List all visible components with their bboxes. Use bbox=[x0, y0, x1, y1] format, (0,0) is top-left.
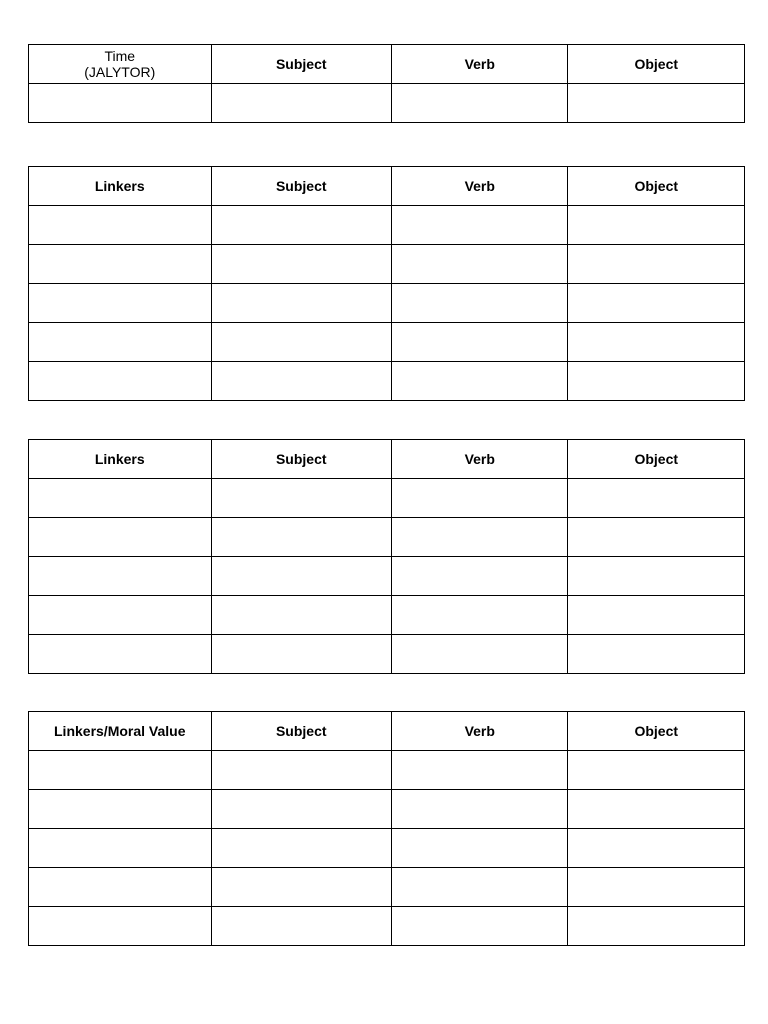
table-header-row bbox=[29, 167, 745, 206]
cell-subject[interactable] bbox=[211, 829, 392, 868]
table-row bbox=[29, 557, 745, 596]
table-row bbox=[29, 635, 745, 674]
cell-subject[interactable] bbox=[211, 751, 392, 790]
cell-object[interactable] bbox=[568, 518, 745, 557]
table-row bbox=[29, 596, 745, 635]
table-row bbox=[29, 206, 745, 245]
header-linkers: Linkers bbox=[29, 167, 212, 206]
table-header-row bbox=[29, 440, 745, 479]
cell-object[interactable] bbox=[568, 868, 745, 907]
header-time-sublabel: (JALYTOR) bbox=[84, 64, 156, 80]
cell-verb[interactable] bbox=[392, 245, 568, 284]
cell-linkers-moral-value[interactable] bbox=[29, 907, 212, 946]
cell-subject[interactable] bbox=[211, 206, 392, 245]
cell-linkers[interactable] bbox=[29, 596, 212, 635]
cell-verb[interactable] bbox=[392, 790, 568, 829]
header-linkers: Linkers bbox=[29, 440, 212, 479]
cell-verb[interactable] bbox=[392, 829, 568, 868]
cell-verb[interactable] bbox=[392, 362, 568, 401]
linkers-table-1 bbox=[28, 166, 745, 401]
cell-object[interactable] bbox=[568, 84, 745, 123]
time-table bbox=[28, 44, 745, 123]
cell-subject[interactable] bbox=[211, 479, 392, 518]
header-object: Object bbox=[568, 440, 745, 479]
cell-object[interactable] bbox=[568, 323, 745, 362]
cell-object[interactable] bbox=[568, 635, 745, 674]
header-object: Object bbox=[568, 167, 745, 206]
cell-verb[interactable] bbox=[392, 868, 568, 907]
header-object: Object bbox=[568, 712, 745, 751]
header-time bbox=[29, 45, 212, 84]
cell-object[interactable] bbox=[568, 479, 745, 518]
header-linkers-moral-value: Linkers/Moral Value bbox=[29, 712, 212, 751]
table-header-row bbox=[29, 712, 745, 751]
header-subject: Subject bbox=[211, 712, 392, 751]
cell-object[interactable] bbox=[568, 557, 745, 596]
table-row bbox=[29, 84, 745, 123]
header-verb: Verb bbox=[392, 167, 568, 206]
header-verb: Verb bbox=[392, 440, 568, 479]
header-verb: Verb bbox=[392, 712, 568, 751]
cell-subject[interactable] bbox=[211, 284, 392, 323]
table-row bbox=[29, 907, 745, 946]
cell-verb[interactable] bbox=[392, 751, 568, 790]
cell-object[interactable] bbox=[568, 245, 745, 284]
cell-verb[interactable] bbox=[392, 479, 568, 518]
cell-object[interactable] bbox=[568, 284, 745, 323]
linkers-table-2 bbox=[28, 439, 745, 674]
moral-value-table bbox=[28, 711, 745, 946]
cell-subject[interactable] bbox=[211, 868, 392, 907]
table-row bbox=[29, 479, 745, 518]
header-subject: Subject bbox=[211, 167, 392, 206]
cell-linkers[interactable] bbox=[29, 557, 212, 596]
cell-subject[interactable] bbox=[211, 557, 392, 596]
cell-subject[interactable] bbox=[211, 518, 392, 557]
cell-linkers[interactable] bbox=[29, 362, 212, 401]
cell-linkers[interactable] bbox=[29, 206, 212, 245]
cell-linkers-moral-value[interactable] bbox=[29, 790, 212, 829]
cell-object[interactable] bbox=[568, 751, 745, 790]
cell-verb[interactable] bbox=[392, 284, 568, 323]
table-row bbox=[29, 829, 745, 868]
cell-linkers[interactable] bbox=[29, 635, 212, 674]
table-row bbox=[29, 518, 745, 557]
cell-verb[interactable] bbox=[392, 635, 568, 674]
cell-linkers[interactable] bbox=[29, 479, 212, 518]
cell-object[interactable] bbox=[568, 206, 745, 245]
table-row bbox=[29, 868, 745, 907]
cell-verb[interactable] bbox=[392, 323, 568, 362]
cell-linkers-moral-value[interactable] bbox=[29, 829, 212, 868]
cell-subject[interactable] bbox=[211, 323, 392, 362]
cell-subject[interactable] bbox=[211, 245, 392, 284]
table-row bbox=[29, 751, 745, 790]
cell-linkers[interactable] bbox=[29, 245, 212, 284]
cell-subject[interactable] bbox=[211, 790, 392, 829]
table-row bbox=[29, 790, 745, 829]
header-subject: Subject bbox=[211, 440, 392, 479]
cell-object[interactable] bbox=[568, 362, 745, 401]
cell-subject[interactable] bbox=[211, 907, 392, 946]
cell-linkers[interactable] bbox=[29, 323, 212, 362]
cell-time[interactable] bbox=[29, 84, 212, 123]
cell-verb[interactable] bbox=[392, 84, 568, 123]
table-row bbox=[29, 245, 745, 284]
cell-linkers-moral-value[interactable] bbox=[29, 751, 212, 790]
cell-verb[interactable] bbox=[392, 557, 568, 596]
header-verb: Verb bbox=[392, 45, 568, 84]
cell-verb[interactable] bbox=[392, 907, 568, 946]
header-subject: Subject bbox=[211, 45, 392, 84]
cell-object[interactable] bbox=[568, 790, 745, 829]
cell-object[interactable] bbox=[568, 907, 745, 946]
cell-linkers[interactable] bbox=[29, 518, 212, 557]
header-time-label: Time bbox=[104, 48, 136, 64]
table-row bbox=[29, 323, 745, 362]
cell-verb[interactable] bbox=[392, 596, 568, 635]
cell-object[interactable] bbox=[568, 829, 745, 868]
cell-subject[interactable] bbox=[211, 635, 392, 674]
cell-subject[interactable] bbox=[211, 362, 392, 401]
table-row bbox=[29, 362, 745, 401]
cell-verb[interactable] bbox=[392, 206, 568, 245]
cell-subject[interactable] bbox=[211, 84, 392, 123]
cell-linkers-moral-value[interactable] bbox=[29, 868, 212, 907]
cell-subject[interactable] bbox=[211, 596, 392, 635]
cell-linkers[interactable] bbox=[29, 284, 212, 323]
cell-object[interactable] bbox=[568, 596, 745, 635]
header-object: Object bbox=[568, 45, 745, 84]
cell-verb[interactable] bbox=[392, 518, 568, 557]
table-header-row bbox=[29, 45, 745, 84]
table-row bbox=[29, 284, 745, 323]
